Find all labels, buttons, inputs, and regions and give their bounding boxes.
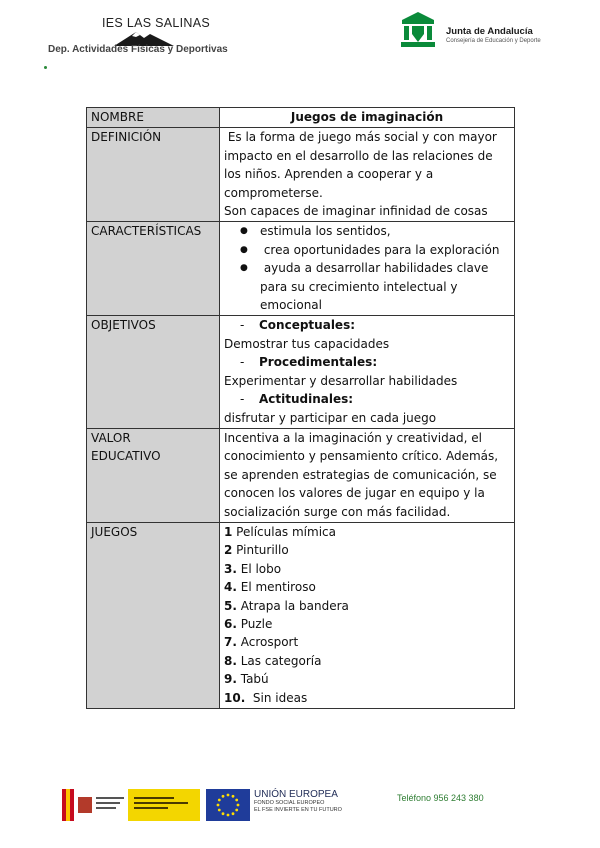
- eu-flag-icon: [206, 789, 250, 821]
- label-caracteristicas: CARACTERÍSTICAS: [87, 222, 220, 316]
- table-row-objetivos: [87, 316, 515, 428]
- eu-subtitle-1: FONDO SOCIAL EUROPEO: [254, 800, 325, 806]
- ministry-education-logo-icon: [128, 789, 200, 821]
- caracteristicas-list: [224, 222, 510, 314]
- label-juegos: JUEGOS: [87, 522, 220, 708]
- table-row-caracteristicas: [87, 222, 515, 316]
- list-item: 9. Tabú: [224, 672, 269, 687]
- games-info-table: [86, 107, 515, 709]
- table-row-definicion: [87, 128, 515, 222]
- spain-ministry-logo-icon: [62, 789, 126, 821]
- label-valor-educativo: [87, 428, 220, 522]
- objetivo-heading: - Actitudinales:: [240, 392, 354, 407]
- objetivos-value: [220, 316, 515, 428]
- eu-text-block: [254, 789, 342, 814]
- table-row-nombre: [87, 108, 515, 128]
- objetivo-heading: - Procedimentales:: [240, 355, 378, 370]
- objetivo-text: Demostrar tus capacidades: [224, 336, 390, 351]
- list-item: 4. El mentiroso: [224, 580, 316, 595]
- eu-subtitle-2: EL FSE INVIERTE EN TU FUTURO: [254, 807, 342, 813]
- list-item: 5. Atrapa la bandera: [224, 598, 349, 613]
- department-name: Dep. Actividades Físicas y Deportivas: [48, 44, 228, 55]
- junta-title: Junta de Andalucía: [446, 26, 533, 37]
- definicion-text-2: Son capaces de imaginar infinidad de cosas: [224, 204, 488, 219]
- eu-title: UNIÓN EUROPEA: [254, 789, 338, 800]
- list-item: 2 Pinturillo: [224, 543, 289, 558]
- label-definicion: DEFINICIÓN: [87, 128, 220, 222]
- label-valor-line2: EDUCATIVO: [91, 449, 161, 464]
- caracteristicas-value: [220, 222, 515, 316]
- junta-subtitle: Consejería de Educación y Deporte: [446, 38, 541, 44]
- objetivo-title-actitudinales: Actitudinales:: [259, 392, 354, 407]
- definicion-text-1: Es la forma de juego más social y con mayor impacto en el desarrollo de las relaciones de los niños. Aprenden a cooperar y a comprometerse.: [224, 130, 501, 200]
- objetivo-title-conceptuales: Conceptuales:: [259, 318, 356, 333]
- school-header: [44, 10, 264, 62]
- list-item: 10. Sin ideas: [224, 690, 308, 705]
- objetivo-text: Experimentar y desarrollar habilidades: [224, 373, 458, 388]
- phone-number: Teléfono 956 243 380: [397, 793, 484, 803]
- objetivo-text: disfrutar y participar en cada juego: [224, 410, 437, 425]
- list-item: ● ayuda a desarrollar habilidades clave para su crecimiento intelectual y emocional: [224, 259, 510, 314]
- definicion-value: [220, 128, 515, 222]
- decorative-dot: [44, 66, 47, 69]
- valor-educativo-text: Incentiva a la imaginación y creatividad, el conocimiento y pensamiento crítico. Además, se aprenden estrategias de comunicación, se conocen los valores de jugar en equipo y la socialización surge con más facilidad.: [220, 428, 515, 522]
- label-nombre: NOMBRE: [87, 108, 220, 128]
- label-objetivos: OBJETIVOS: [87, 316, 220, 428]
- objetivo-title-procedimentales: Procedimentales:: [259, 355, 378, 370]
- label-valor-line1: VALOR: [91, 430, 131, 445]
- list-item: 7. Acrosport: [224, 635, 299, 650]
- list-item: 6. Puzle: [224, 616, 273, 631]
- list-item: ● crea oportunidades para la exploración: [224, 241, 510, 259]
- junta-andalucia-logo-icon: [398, 10, 438, 50]
- list-item: ● estimula los sentidos,: [224, 222, 510, 240]
- table-row-valor: [87, 428, 515, 522]
- table-row-juegos: [87, 522, 515, 708]
- objetivo-heading: - Conceptuales:: [240, 318, 356, 333]
- school-name: IES LAS SALINAS: [102, 16, 211, 30]
- junta-header: [398, 10, 558, 50]
- juegos-list: [220, 522, 515, 708]
- list-item: 1 Películas mímica: [224, 524, 336, 539]
- list-item: 3. El lobo: [224, 561, 282, 576]
- list-item: 8. Las categoría: [224, 653, 322, 668]
- game-type-title: Juegos de imaginación: [220, 108, 515, 128]
